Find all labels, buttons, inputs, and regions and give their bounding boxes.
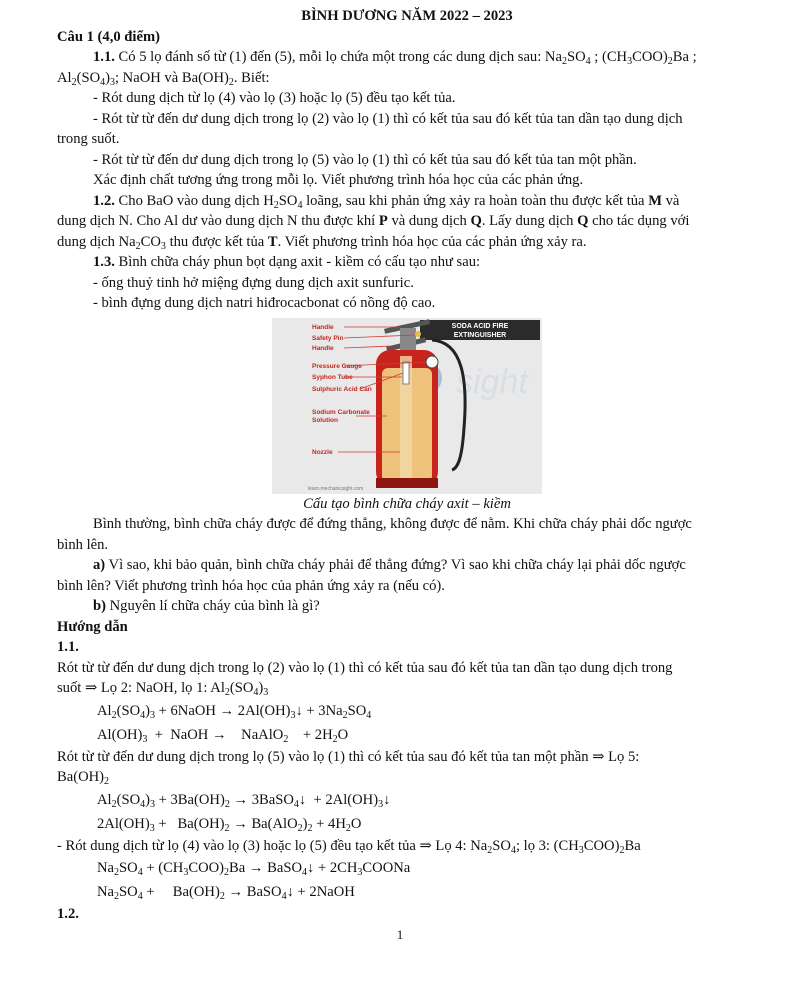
label-solution: Solution <box>312 416 338 424</box>
paragraph-1: Bình thường, bình chữa cháy được để đứng thẳng, không được để nằm. Khi chữa cháy phải dốc ngược <box>93 516 692 532</box>
q12-line3: dung dịch $Na_2CO_3$ thu được kết tủa T. Viết phương trình hóa học của các phản ứng xảy ra. <box>57 233 587 252</box>
safety-pin <box>415 331 421 337</box>
guide-p3: - Rót dung dịch từ lọ (4) vào lọ (3) hoặc lọ (5) đều tạo kết tủa ⇒ Lọ 4: $Na_2SO_4$; lọ 3: $(CH_3COO)_2Ba$ <box>57 837 641 856</box>
label-nozzle: Nozzle <box>312 448 333 456</box>
q13-line3: - bình đựng dung dịch natri hiđrocacbonat có nồng độ cao. <box>93 295 436 311</box>
paragraph-1-cont: bình lên. <box>57 536 109 553</box>
equation-2: $Al(OH)_3$ + NaOH → NaAlO$_2$ + $2H_2O$ <box>97 726 349 745</box>
cylinder-base <box>376 478 438 488</box>
equation-6: $Na_2SO_4$ + $Ba(OH)_2$ → BaSO$_4$↓ + 2NaOH <box>97 884 355 902</box>
extinguisher-diagram <box>272 318 542 494</box>
page-number: 1 <box>396 927 404 942</box>
watermark-text: sight <box>456 362 528 401</box>
question-a-cont: bình lên? Viết phương trình hóa học của phản ứng xảy ra (nếu có). <box>57 577 445 594</box>
label-handle-top: Handle <box>312 323 334 331</box>
label-syphon-tube: Syphon Tube <box>312 373 353 381</box>
guide-heading: Hướng dẫn <box>57 618 128 635</box>
guide-p2-cont: $Ba(OH)_2$ <box>57 769 110 787</box>
document-page <box>57 6 757 925</box>
guide-p2: Rót từ từ đến dư dung dịch trong lọ (5) vào lọ (1) thì có kết tủa sau đó kết tủa tan một phần ⇒ Lọ 5: <box>57 748 640 765</box>
acid-can <box>403 362 409 384</box>
guide-p1-cont: suốt ⇒ Lọ 2: NaOH, lọ 1: $Al_2(SO_4)_3$ <box>57 680 269 698</box>
q12-line1: 1.2. Cho BaO vào dung dịch $H_2SO_4$ loãng, sau khi phản ứng xảy ra hoàn toàn thu được kết tủa M và <box>93 192 680 211</box>
equation-4: $2Al(OH)_3 + Ba(OH)_2 \to Ba(AlO_2)_2 + 4H_2O$ <box>97 815 362 834</box>
q11-bullet-1: - Rót dung dịch từ lọ (4) vào lọ (3) hoặc lọ (5) đều tạo kết tủa. <box>93 90 456 106</box>
page-title: BÌNH DƯƠNG NĂM 2022 – 2023 <box>301 8 513 24</box>
banner-line-2: EXTINGUISHER <box>453 331 507 339</box>
label-sodium-carbonate: Sodium Carbonate <box>312 408 370 416</box>
q11-bullet-3: - Rót từ từ đến dư dung dịch trong lọ (5) vào lọ (1) thì có kết tủa sau đó kết tủa tan một phần. <box>93 151 637 168</box>
question-a: a) Vì sao, khi bảo quản, bình chữa cháy phải để thẳng đứng? Vì sao khi chữa cháy lại phải dốc ngược <box>93 557 686 573</box>
label-pressure-gauge: Pressure Gauge <box>312 362 362 370</box>
q11-intro: 1.1. Có 5 lọ đánh số từ (1) đến (5), mỗi lọ chứa một trong các dung dịch sau: $Na_2SO_4$ ; $(CH_3COO)_2Ba$ ; <box>93 49 697 67</box>
extinguisher-figure <box>272 318 542 494</box>
equation-5: $Na_2SO_4 + (CH_3COO)_2Ba$ → BaSO$_4$↓ + $2CH_3COONa$ <box>97 860 411 878</box>
q13-line2: - ống thuỷ tinh hở miệng đựng dung dịch axit sunfuric. <box>93 274 414 291</box>
guide-p1: Rót từ từ đến dư dung dịch trong lọ (2) vào lọ (1) thì có kết tủa sau đó kết tủa tan dần tạo dung dịch trong <box>57 659 673 676</box>
q13-line1: 1.3. Bình chữa cháy phun bọt dạng axit - kiềm có cấu tạo như sau: <box>93 254 481 270</box>
q11-bullet-2: - Rót từ từ đến dư dung dịch trong lọ (2) vào lọ (1) thì có kết tủa sau đó kết tủa tan dần tạo dung dịch <box>93 110 683 127</box>
q11-bullet-2-cont: trong suốt. <box>57 131 120 147</box>
q12-line2: dung dịch N. Cho Al dư vào dung dịch N thu được khí P và dung dịch Q. Lấy dung dịch Q cho tác dụng với <box>57 213 690 229</box>
q1-heading: Câu 1 (4,0 điểm) <box>57 28 160 45</box>
q11-task: Xác định chất tương ứng trong mỗi lọ. Viết phương trình hóa học của các phản ứng. <box>93 172 584 188</box>
figure-caption: Cấu tạo bình chữa cháy axit – kiềm <box>303 495 511 512</box>
pressure-gauge <box>426 356 438 368</box>
equation-1: $Al_2(SO_4)_3$ + 6NaOH → $2Al(OH)_3↓ + 3Na_2SO_4$ <box>97 702 372 721</box>
label-safety-pin: Safety Pin <box>312 334 344 342</box>
valve-head <box>400 328 416 350</box>
q11-line2: $Al_2(SO_4)_3$; NaOH và $Ba(OH)_2$. Biết: <box>57 69 270 88</box>
label-handle: Handle <box>312 344 334 352</box>
guide-1-1: 1.1. <box>57 639 79 655</box>
figure-credit: learn.mechanicsight.com <box>308 485 364 492</box>
label-acid-can: Sulphuric Acid Can <box>312 385 372 393</box>
question-b: b) Nguyên lí chữa cháy của bình là gì? <box>93 598 320 614</box>
equation-3: $Al_2(SO_4)_3 + 3Ba(OH)_2$ → 3BaSO$_4$↓ + $2Al(OH)_3↓$ <box>97 791 391 810</box>
banner-line-1: SODA ACID FIRE <box>451 322 509 330</box>
guide-1-2: 1.2. <box>57 906 79 922</box>
